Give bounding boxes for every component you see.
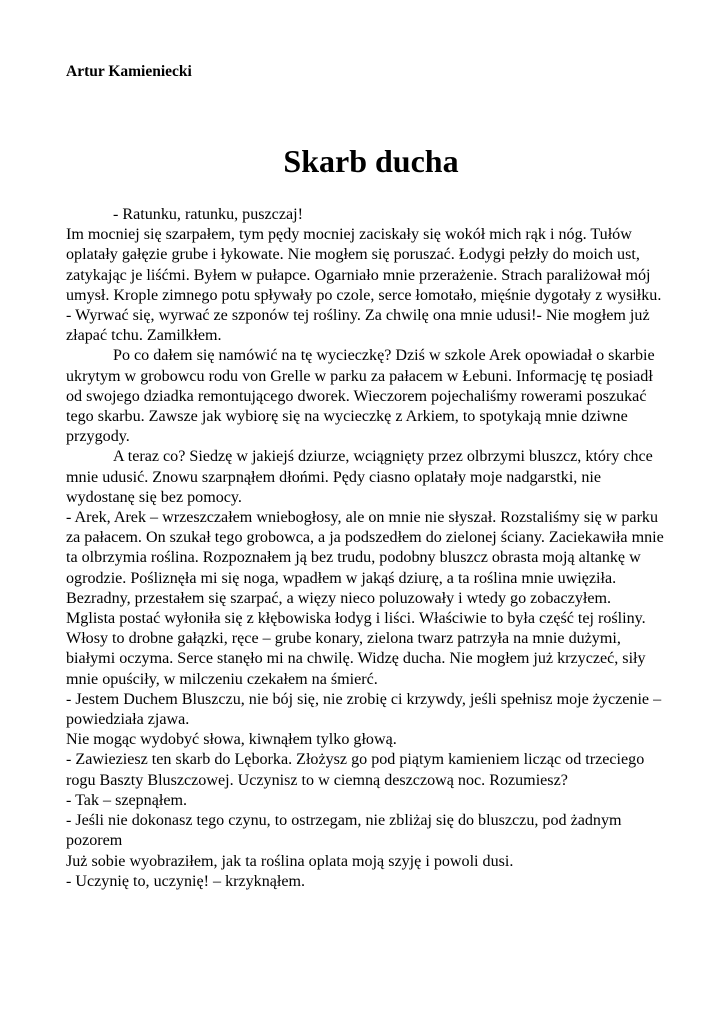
paragraph: - Jeśli nie dokonasz tego czynu, to ostrzegam, nie zbliżaj się do bluszczu, pod żadnym pozorem: [66, 812, 622, 850]
paragraph: - Jestem Duchem Bluszczu, nie bój się, nie zrobię ci krzywdy, jeśli spełnisz moje życzenie – powiedziała zjawa.: [66, 690, 662, 729]
paragraph: - Zawieziesz ten skarb do Lęborka. Złożysz go pod piątym kamieniem licząc od trzeciego rogu Baszty Bluszczowej. Uczynisz to w ciemną deszczową noc. Rozumiesz?: [66, 751, 645, 789]
paragraph: - Ratunku, ratunku, puszczaj!: [113, 206, 303, 223]
paragraph: - Uczynię to, uczynię! – krzyknąłem.: [66, 872, 306, 890]
paragraph: Po co dałem się namówić na tę wycieczkę? Dziś w szkole Arek opowiadał o skarbie ukrytym w grobowcu rodu von Grelle w parku za pałacem w Łebuni. Informację tę posiadł od swojego dziadka remontującego dworek. Wieczorem pojechaliśmy rowerami poszukać tego skarbu. Zawsze jak wybiorę się na wycieczkę z Arkiem, to spotykają mnie dziwne przygody.: [66, 347, 655, 446]
paragraph: Nie mogąc wydobyć słowa, kiwnąłem tylko głową.: [66, 731, 397, 749]
story-title: Skarb ducha: [283, 143, 459, 179]
paragraph: Mglista postać wyłoniła się z kłębowiska łodyg i liści. Właściwie to była część tej rośliny. Włosy to drobne gałązki, ręce – grube konary, zielona twarz patrzyła na mnie dużymi, białymi oczyma. Serce stanęło mi na chwilę. Widzę ducha. Nie mogłem już krzyczeć, siły mnie opuściły, w milczeniu czekałem na śmierć.: [66, 610, 646, 688]
paragraph: Już sobie wyobraziłem, jak ta roślina oplata moją szyję i powoli dusi.: [66, 852, 514, 870]
paragraph: - Tak – szepnąłem.: [66, 791, 188, 809]
paragraph: A teraz co? Siedzę w jakiejś dziurze, wciągnięty przez olbrzymi bluszcz, który chce mnie udusić. Znowu szarpnąłem dłońmi. Pędy ciasno oplatały moje nadgarstki, nie wydostanę się bez pomocy.: [66, 448, 653, 506]
story-body: [66, 205, 666, 892]
paragraph: - Arek, Arek – wrzeszczałem wniebogłosy, ale on mnie nie słyszał. Rozstaliśmy się w parku za pałacem. On szukał tego grobowca, a ja podszedłem do zielonej ściany. Zaciekawiła mnie ta olbrzymia roślina. Rozpoznałem ją bez trudu, podobny bluszcz obrasta moją altankę w ogrodzie. Pośliznęła mi się noga, wpadłem w jakąś dziurę, a ta roślina mnie uwięziła. Bezradny, przestałem się szarpać, a więzy nieco poluzowały i wtedy go zobaczyłem.: [66, 509, 664, 607]
paragraph: - Wyrwać się, wyrwać ze szponów tej rośliny. Za chwilę ona mnie udusi!- Nie mogłem już złapać tchu. Zamilkłem.: [66, 307, 650, 345]
document-page: [66, 62, 666, 892]
author-name: Artur Kamieniecki: [66, 63, 192, 80]
paragraph: Im mocniej się szarpałem, tym pędy mocniej zaciskały się wokół mich rąk i nóg. Tułów oplatały gałęzie grube i łykowate. Nie mogłem się poruszać. Łodygi pełzły do moich ust, zatykając je liśćmi. Byłem w pułapce. Ogarniało mnie przerażenie. Strach paraliżował mój umysł. Krople zimnego potu spływały po czole, serce łomotało, mięśnie dygotały z wysiłku.: [66, 226, 662, 304]
